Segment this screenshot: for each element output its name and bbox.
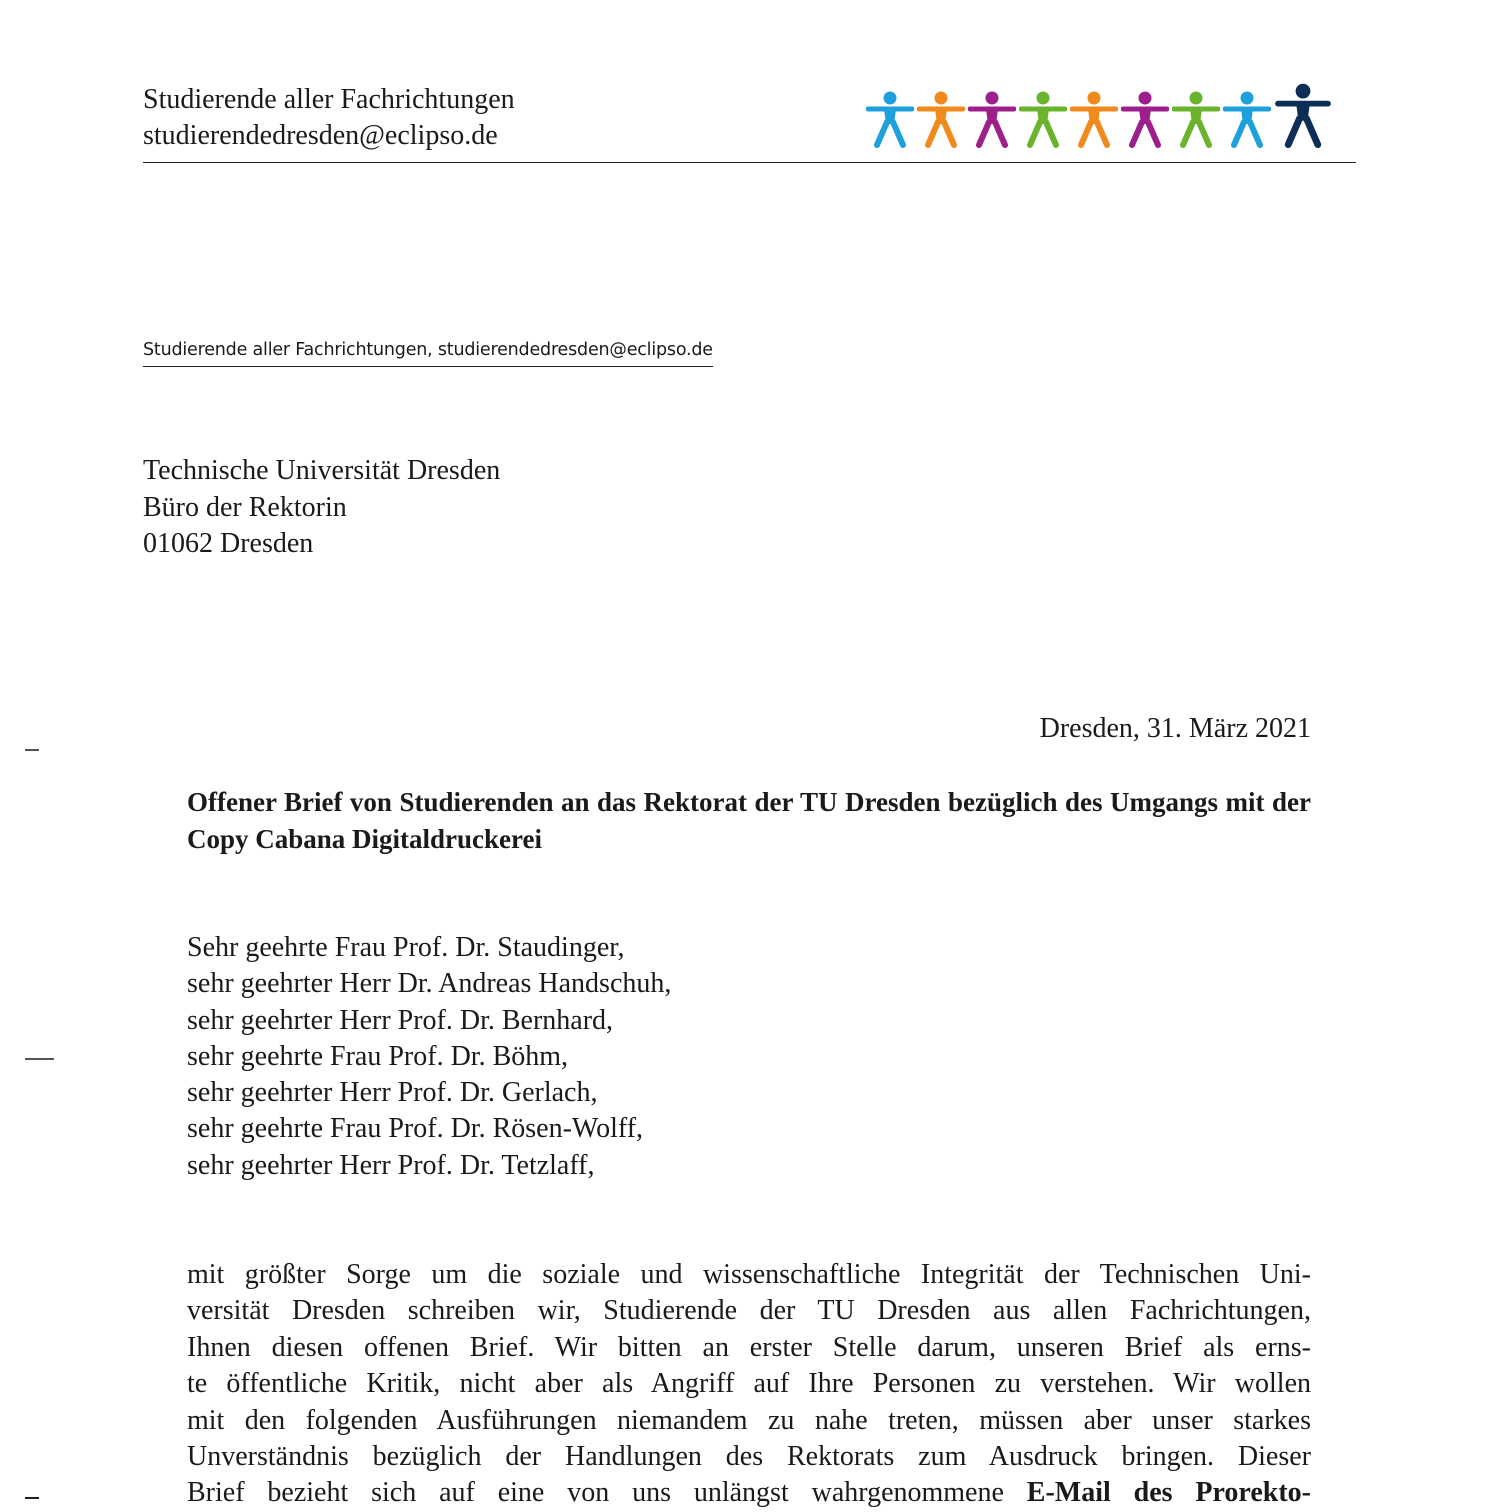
fold-mark-bottom xyxy=(25,1497,39,1499)
person-figure-icon xyxy=(1121,90,1169,148)
fold-mark-top xyxy=(25,749,39,751)
body-line: versität Dresden schreiben wir, Studierende der TU Dresden aus allen Fachrichtungen, xyxy=(187,1295,1311,1327)
person-figure-icon xyxy=(917,90,965,148)
salutation-line: Sehr geehrte Frau Prof. Dr. Staudinger, xyxy=(187,932,625,963)
salutation-line: sehr geehrte Frau Prof. Dr. Rösen-Wolff, xyxy=(187,1113,644,1145)
letterhead-sender xyxy=(143,82,515,154)
header-divider xyxy=(143,162,1356,163)
sender-name: Studierende aller Fachrichtungen xyxy=(143,84,515,115)
punch-mark-center xyxy=(25,1058,54,1060)
salutation-line: sehr geehrter Herr Prof. Dr. Tetzlaff, xyxy=(187,1149,595,1181)
sender-email: studierendedresden@eclipso.de xyxy=(143,120,498,151)
person-figure-icon xyxy=(866,90,914,148)
recipient-line-1: Technische Universität Dresden xyxy=(143,455,501,486)
body-line: Ihnen diesen offenen Brief. Wir bitten an erster Stelle darum, unseren Brief als erns- xyxy=(187,1331,1311,1363)
recipient-address xyxy=(143,453,500,563)
salutation-line: sehr geehrter Herr Dr. Andreas Handschuh, xyxy=(187,968,672,1000)
salutation-line: sehr geehrter Herr Prof. Dr. Bernhard, xyxy=(187,1004,614,1036)
salutation-block xyxy=(187,930,671,1184)
person-figure-icon xyxy=(1274,82,1332,148)
people-chain-logo xyxy=(866,78,1336,148)
return-address: Studierende aller Fachrichtungen, studierendedresden@eclipso.de xyxy=(143,338,713,367)
person-figure-icon xyxy=(1070,90,1118,148)
letter-subject: Offener Brief von Studierenden an das Rektorat der TU Dresden bezüglich des Umgangs mit der Copy Cabana Digitaldruckerei xyxy=(187,787,1311,854)
body-line: mit größter Sorge um die soziale und wissenschaftliche Integrität der Technischen Uni- xyxy=(187,1259,1311,1290)
letter-date: Dresden, 31. März 2021 xyxy=(1039,713,1311,744)
body-line-last xyxy=(187,1475,1311,1511)
person-figure-icon xyxy=(968,90,1016,148)
body-line: Unverständnis bezüglich der Handlungen des Rektorats zum Ausdruck bringen. Dieser xyxy=(187,1440,1311,1472)
body-line: te öffentliche Kritik, nicht aber als Angriff auf Ihre Personen zu verstehen. Wir wollen xyxy=(187,1368,1311,1400)
person-figure-icon xyxy=(1172,90,1220,148)
body-text-bold: E-Mail des Prorekto- xyxy=(1026,1477,1311,1509)
salutation-line: sehr geehrte Frau Prof. Dr. Böhm, xyxy=(187,1040,569,1072)
body-text-plain: Brief bezieht sich auf eine von uns unlängst wahrgenommene xyxy=(187,1477,1027,1509)
person-figure-icon xyxy=(1019,90,1067,148)
recipient-line-3: 01062 Dresden xyxy=(143,528,314,559)
salutation-line: sehr geehrter Herr Prof. Dr. Gerlach, xyxy=(187,1077,598,1109)
person-figure-icon xyxy=(1223,90,1271,148)
letter-body xyxy=(187,1257,1311,1512)
recipient-line-2: Büro der Rektorin xyxy=(143,491,347,523)
body-line: mit den folgenden Ausführungen niemandem zu nahe treten, müssen aber unser starkes xyxy=(187,1404,1311,1436)
